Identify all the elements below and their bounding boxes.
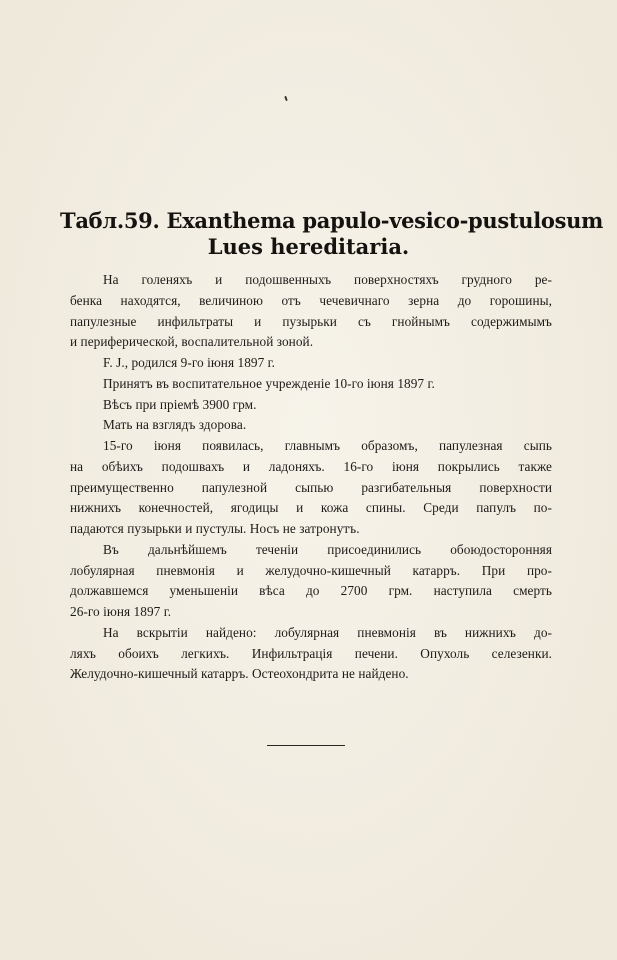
case-description [70,270,552,685]
text-line: На голеняхъ и подошвенныхъ поверхностяхъ грудного ре- [103,272,552,287]
text-line: ляхъ обоихъ легкихъ. Инфильтрацiя печени. Опухоль селезенки. [70,645,552,661]
text-line: Желудочно-кишечный катарръ. Остеохондрита не найдено. [70,666,409,682]
text-line: F. J., родился 9-го iюня 1897 г. [103,355,276,370]
text-line: нижнихъ конечностей, ягодицы и кожа спины. Среди папулъ по- [70,500,552,516]
text-line: падаются пузырьки и пустулы. Носъ не затронутъ. [70,521,360,536]
text-line: преимущественно папулезной сыпью разгибательныя поверхности [70,479,552,495]
text-line: и периферической, воспалительной зоной. [70,334,314,350]
text-line: должавшемся уменьшенiи вѣса до 2700 грм. наступила смерть [70,583,552,599]
text-line: 15-го iюня появилась, главнымъ образомъ, папулезная сыпь [103,438,552,453]
text-line: На вскрытiи найдено: лобулярная пневмонiя въ нижнихъ до- [103,624,552,640]
text-line: Мать на взглядъ здорова. [103,417,247,433]
text-line: Вѣсъ при прiемѣ 3900 грм. [103,396,257,412]
text-line: Принятъ въ воспитательное учрежденiе 10-го iюня 1897 г. [103,375,435,391]
plate-title: Табл.59. Exanthema papulo-vesico-pustulosum [60,208,604,233]
text-line: Въ дальнѣйшемъ теченiи присоединились обоюдосторонняя [103,541,552,557]
closing-rule [267,745,345,746]
text-line: бенка находятся, величиною отъ чечевичнаго зерна до горошины, [70,292,552,308]
plate-subtitle: Lues hereditaria. [207,234,410,259]
text-line: папулезные инфильтраты и пузырьки съ гнойнымъ содержимымъ [70,313,552,329]
ink-speck [284,96,288,101]
text-line: 26-го iюня 1897 г. [70,604,172,619]
text-line: на обѣихъ подошвахъ и ладоняхъ. 16-го iюня покрылись также [70,458,552,474]
text-line: лобулярная пневмонiя и желудочно-кишечный катарръ. При про- [70,562,552,578]
